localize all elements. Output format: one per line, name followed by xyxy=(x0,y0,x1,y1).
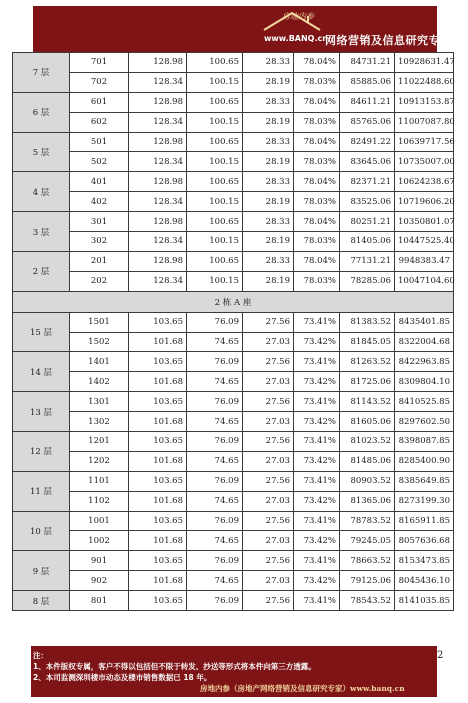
value-cell: 8057636.68 xyxy=(395,531,454,551)
unit-cell: 201 xyxy=(70,251,129,271)
unit-cell: 301 xyxy=(70,212,129,232)
unit-cell: 401 xyxy=(70,172,129,192)
value-cell: 128.98 xyxy=(129,172,187,192)
unit-cell: 1001 xyxy=(70,511,129,531)
value-cell: 74.65 xyxy=(187,571,243,591)
value-cell: 78.04% xyxy=(294,251,340,271)
value-cell: 103.65 xyxy=(129,352,187,372)
value-cell: 73.41% xyxy=(294,352,340,372)
value-cell: 76.09 xyxy=(187,312,243,332)
value-cell: 73.41% xyxy=(294,551,340,571)
value-cell: 100.15 xyxy=(187,152,243,172)
table-row xyxy=(13,352,454,372)
value-cell: 81605.06 xyxy=(340,412,395,432)
value-cell: 100.65 xyxy=(187,251,243,271)
unit-cell: 1201 xyxy=(70,432,129,452)
table-row xyxy=(13,432,454,452)
value-cell: 84731.21 xyxy=(340,53,395,73)
table-row xyxy=(13,172,454,192)
value-cell: 100.15 xyxy=(187,72,243,92)
logo-url: www.BANQ.cn xyxy=(264,34,328,43)
value-cell: 27.03 xyxy=(243,531,294,551)
value-cell: 73.41% xyxy=(294,591,340,611)
value-cell: 128.34 xyxy=(129,112,187,132)
floor-cell: 7 层 xyxy=(13,53,70,93)
unit-cell: 1302 xyxy=(70,412,129,432)
value-cell: 27.56 xyxy=(243,551,294,571)
value-cell: 8398087.85 xyxy=(395,432,454,452)
value-cell: 101.68 xyxy=(129,531,187,551)
table-row xyxy=(13,571,454,591)
value-cell: 27.03 xyxy=(243,571,294,591)
value-cell: 128.34 xyxy=(129,232,187,252)
unit-cell: 1402 xyxy=(70,372,129,392)
value-cell: 73.41% xyxy=(294,432,340,452)
unit-cell: 901 xyxy=(70,551,129,571)
value-cell: 101.68 xyxy=(129,412,187,432)
value-cell: 8385649.85 xyxy=(395,471,454,491)
value-cell: 27.56 xyxy=(243,471,294,491)
floor-cell: 9 层 xyxy=(13,551,70,591)
value-cell: 10639717.56 xyxy=(395,132,454,152)
table-row xyxy=(13,271,454,291)
table-row xyxy=(13,531,454,551)
value-cell: 74.65 xyxy=(187,412,243,432)
value-cell: 27.56 xyxy=(243,312,294,332)
table-row xyxy=(13,471,454,491)
value-cell: 8435401.85 xyxy=(395,312,454,332)
value-cell: 81725.06 xyxy=(340,372,395,392)
table-row xyxy=(13,251,454,271)
table-row xyxy=(13,312,454,332)
value-cell: 27.03 xyxy=(243,372,294,392)
value-cell: 103.65 xyxy=(129,471,187,491)
value-cell: 27.03 xyxy=(243,332,294,352)
value-cell: 74.65 xyxy=(187,451,243,471)
value-cell: 27.56 xyxy=(243,511,294,531)
value-cell: 73.42% xyxy=(294,332,340,352)
value-cell: 11022488.60 xyxy=(395,72,454,92)
value-cell: 27.03 xyxy=(243,451,294,471)
table-row xyxy=(13,591,454,611)
value-cell: 81405.06 xyxy=(340,232,395,252)
value-cell: 79245.05 xyxy=(340,531,395,551)
value-cell: 8410525.85 xyxy=(395,392,454,412)
value-cell: 100.15 xyxy=(187,112,243,132)
value-cell: 8422963.85 xyxy=(395,352,454,372)
floor-cell: 11 层 xyxy=(13,471,70,511)
value-cell: 103.65 xyxy=(129,312,187,332)
value-cell: 100.65 xyxy=(187,172,243,192)
value-cell: 78.03% xyxy=(294,72,340,92)
table-row xyxy=(13,53,454,73)
value-cell: 80251.21 xyxy=(340,212,395,232)
value-cell: 8165911.85 xyxy=(395,511,454,531)
value-cell: 128.34 xyxy=(129,152,187,172)
table-row xyxy=(13,192,454,212)
unit-price-table xyxy=(12,52,454,611)
unit-cell: 1102 xyxy=(70,491,129,511)
table-row xyxy=(13,332,454,352)
value-cell: 128.98 xyxy=(129,92,187,112)
unit-cell: 1501 xyxy=(70,312,129,332)
value-cell: 78.04% xyxy=(294,53,340,73)
unit-cell: 1002 xyxy=(70,531,129,551)
value-cell: 28.33 xyxy=(243,132,294,152)
value-cell: 78.04% xyxy=(294,172,340,192)
unit-cell: 1202 xyxy=(70,451,129,471)
value-cell: 10624238.67 xyxy=(395,172,454,192)
unit-cell: 202 xyxy=(70,271,129,291)
value-cell: 8273199.30 xyxy=(395,491,454,511)
table-row xyxy=(13,511,454,531)
unit-cell: 302 xyxy=(70,232,129,252)
value-cell: 28.19 xyxy=(243,72,294,92)
value-cell: 28.33 xyxy=(243,172,294,192)
logo-name: 房地内参 xyxy=(282,12,314,21)
value-cell: 27.56 xyxy=(243,352,294,372)
footnote xyxy=(33,650,428,683)
value-cell: 77131.21 xyxy=(340,251,395,271)
floor-cell: 12 层 xyxy=(13,432,70,472)
value-cell: 100.65 xyxy=(187,92,243,112)
table-row xyxy=(13,72,454,92)
table-row xyxy=(13,372,454,392)
value-cell: 80903.52 xyxy=(340,471,395,491)
value-cell: 78.03% xyxy=(294,152,340,172)
value-cell: 73.42% xyxy=(294,571,340,591)
section-label: 2 栋 A 座 xyxy=(13,291,454,312)
value-cell: 78285.06 xyxy=(340,271,395,291)
value-cell: 100.15 xyxy=(187,192,243,212)
note-2: 2、本司监测深圳楼市动态及楼市销售数据已 18 年。 xyxy=(33,673,212,682)
unit-cell: 502 xyxy=(70,152,129,172)
value-cell: 28.33 xyxy=(243,212,294,232)
value-cell: 101.68 xyxy=(129,372,187,392)
value-cell: 74.65 xyxy=(187,491,243,511)
table-row xyxy=(13,551,454,571)
value-cell: 10719606.20 xyxy=(395,192,454,212)
value-cell: 78.03% xyxy=(294,192,340,212)
value-cell: 78.03% xyxy=(294,112,340,132)
footer-brand: 房地内参（房地产网络营销及信息研究专家）www.banq.cn xyxy=(200,684,405,693)
floor-cell: 5 层 xyxy=(13,132,70,172)
floor-cell: 14 层 xyxy=(13,352,70,392)
value-cell: 8141035.85 xyxy=(395,591,454,611)
table-row xyxy=(13,152,454,172)
value-cell: 28.19 xyxy=(243,192,294,212)
value-cell: 81845.05 xyxy=(340,332,395,352)
value-cell: 11007087.80 xyxy=(395,112,454,132)
value-cell: 82491.22 xyxy=(340,132,395,152)
unit-cell: 1401 xyxy=(70,352,129,372)
value-cell: 103.65 xyxy=(129,392,187,412)
value-cell: 8309804.10 xyxy=(395,372,454,392)
value-cell: 81365.06 xyxy=(340,491,395,511)
value-cell: 73.42% xyxy=(294,531,340,551)
value-cell: 10928631.47 xyxy=(395,53,454,73)
value-cell: 74.65 xyxy=(187,332,243,352)
value-cell: 76.09 xyxy=(187,471,243,491)
value-cell: 10447525.40 xyxy=(395,232,454,252)
value-cell: 28.33 xyxy=(243,92,294,112)
unit-cell: 902 xyxy=(70,571,129,591)
page-number: 2 xyxy=(437,650,444,661)
value-cell: 73.42% xyxy=(294,451,340,471)
value-cell: 103.65 xyxy=(129,511,187,531)
value-cell: 100.15 xyxy=(187,271,243,291)
value-cell: 101.68 xyxy=(129,571,187,591)
value-cell: 78543.52 xyxy=(340,591,395,611)
table-row xyxy=(13,392,454,412)
floor-cell: 13 层 xyxy=(13,392,70,432)
value-cell: 10350801.07 xyxy=(395,212,454,232)
value-cell: 101.68 xyxy=(129,332,187,352)
unit-cell: 701 xyxy=(70,53,129,73)
value-cell: 78.03% xyxy=(294,232,340,252)
value-cell: 84611.21 xyxy=(340,92,395,112)
value-cell: 76.09 xyxy=(187,551,243,571)
value-cell: 27.03 xyxy=(243,412,294,432)
table-row xyxy=(13,112,454,132)
value-cell: 85885.06 xyxy=(340,72,395,92)
unit-cell: 1301 xyxy=(70,392,129,412)
floor-cell: 8 层 xyxy=(13,591,70,611)
floor-cell: 4 层 xyxy=(13,172,70,212)
value-cell: 81485.06 xyxy=(340,451,395,471)
value-cell: 82371.21 xyxy=(340,172,395,192)
table-row xyxy=(13,491,454,511)
floor-cell: 6 层 xyxy=(13,92,70,132)
value-cell: 78.04% xyxy=(294,132,340,152)
value-cell: 101.68 xyxy=(129,451,187,471)
value-cell: 28.33 xyxy=(243,53,294,73)
floor-cell: 15 层 xyxy=(13,312,70,352)
floor-cell: 3 层 xyxy=(13,212,70,252)
value-cell: 100.15 xyxy=(187,232,243,252)
unit-cell: 801 xyxy=(70,591,129,611)
floor-cell: 10 层 xyxy=(13,511,70,551)
value-cell: 28.19 xyxy=(243,232,294,252)
value-cell: 8045436.10 xyxy=(395,571,454,591)
value-cell: 128.98 xyxy=(129,53,187,73)
value-cell: 78.04% xyxy=(294,212,340,232)
value-cell: 28.19 xyxy=(243,271,294,291)
value-cell: 73.41% xyxy=(294,312,340,332)
table-row xyxy=(13,451,454,471)
value-cell: 128.98 xyxy=(129,212,187,232)
value-cell: 73.42% xyxy=(294,491,340,511)
value-cell: 100.65 xyxy=(187,132,243,152)
unit-cell: 601 xyxy=(70,92,129,112)
value-cell: 128.34 xyxy=(129,72,187,92)
value-cell: 8297602.50 xyxy=(395,412,454,432)
unit-cell: 602 xyxy=(70,112,129,132)
value-cell: 78.03% xyxy=(294,271,340,291)
value-cell: 103.65 xyxy=(129,591,187,611)
value-cell: 10913153.87 xyxy=(395,92,454,112)
value-cell: 78783.52 xyxy=(340,511,395,531)
value-cell: 76.09 xyxy=(187,352,243,372)
value-cell: 79125.06 xyxy=(340,571,395,591)
value-cell: 8153473.85 xyxy=(395,551,454,571)
value-cell: 128.34 xyxy=(129,192,187,212)
value-cell: 74.65 xyxy=(187,372,243,392)
value-cell: 28.19 xyxy=(243,112,294,132)
value-cell: 73.41% xyxy=(294,392,340,412)
value-cell: 78.04% xyxy=(294,92,340,112)
value-cell: 76.09 xyxy=(187,591,243,611)
value-cell: 103.65 xyxy=(129,551,187,571)
table-row xyxy=(13,412,454,432)
value-cell: 103.65 xyxy=(129,432,187,452)
value-cell: 85765.06 xyxy=(340,112,395,132)
value-cell: 83525.06 xyxy=(340,192,395,212)
value-cell: 27.56 xyxy=(243,432,294,452)
value-cell: 28.19 xyxy=(243,152,294,172)
table-row xyxy=(13,232,454,252)
table-row xyxy=(13,132,454,152)
section-row xyxy=(13,291,454,312)
table-row xyxy=(13,212,454,232)
value-cell: 76.09 xyxy=(187,432,243,452)
table-row xyxy=(13,92,454,112)
unit-cell: 1101 xyxy=(70,471,129,491)
value-cell: 27.56 xyxy=(243,392,294,412)
value-cell: 73.41% xyxy=(294,511,340,531)
value-cell: 27.03 xyxy=(243,491,294,511)
header-title: 网络营销及信息研究专家 xyxy=(325,34,452,47)
unit-cell: 1502 xyxy=(70,332,129,352)
value-cell: 73.42% xyxy=(294,412,340,432)
value-cell: 10735007.00 xyxy=(395,152,454,172)
value-cell: 28.33 xyxy=(243,251,294,271)
value-cell: 81023.52 xyxy=(340,432,395,452)
value-cell: 78663.52 xyxy=(340,551,395,571)
value-cell: 81143.52 xyxy=(340,392,395,412)
value-cell: 74.65 xyxy=(187,531,243,551)
note-1: 1、本件版权专属，客户不得以包括但不限于转发、抄送等形式将本件向第三方透露。 xyxy=(33,662,316,671)
value-cell: 128.98 xyxy=(129,251,187,271)
note-label: 注： xyxy=(33,651,48,660)
value-cell: 76.09 xyxy=(187,392,243,412)
floor-cell: 2 层 xyxy=(13,251,70,291)
value-cell: 101.68 xyxy=(129,491,187,511)
unit-cell: 402 xyxy=(70,192,129,212)
value-cell: 73.42% xyxy=(294,372,340,392)
unit-cell: 501 xyxy=(70,132,129,152)
unit-cell: 702 xyxy=(70,72,129,92)
value-cell: 73.41% xyxy=(294,471,340,491)
value-cell: 128.98 xyxy=(129,132,187,152)
value-cell: 100.65 xyxy=(187,53,243,73)
value-cell: 128.34 xyxy=(129,271,187,291)
value-cell: 81383.52 xyxy=(340,312,395,332)
value-cell: 100.65 xyxy=(187,212,243,232)
value-cell: 9948383.47 xyxy=(395,251,454,271)
value-cell: 81263.52 xyxy=(340,352,395,372)
value-cell: 76.09 xyxy=(187,511,243,531)
value-cell: 83645.06 xyxy=(340,152,395,172)
value-cell: 8285400.90 xyxy=(395,451,454,471)
value-cell: 10047104.60 xyxy=(395,271,454,291)
value-cell: 8322004.68 xyxy=(395,332,454,352)
value-cell: 27.56 xyxy=(243,591,294,611)
